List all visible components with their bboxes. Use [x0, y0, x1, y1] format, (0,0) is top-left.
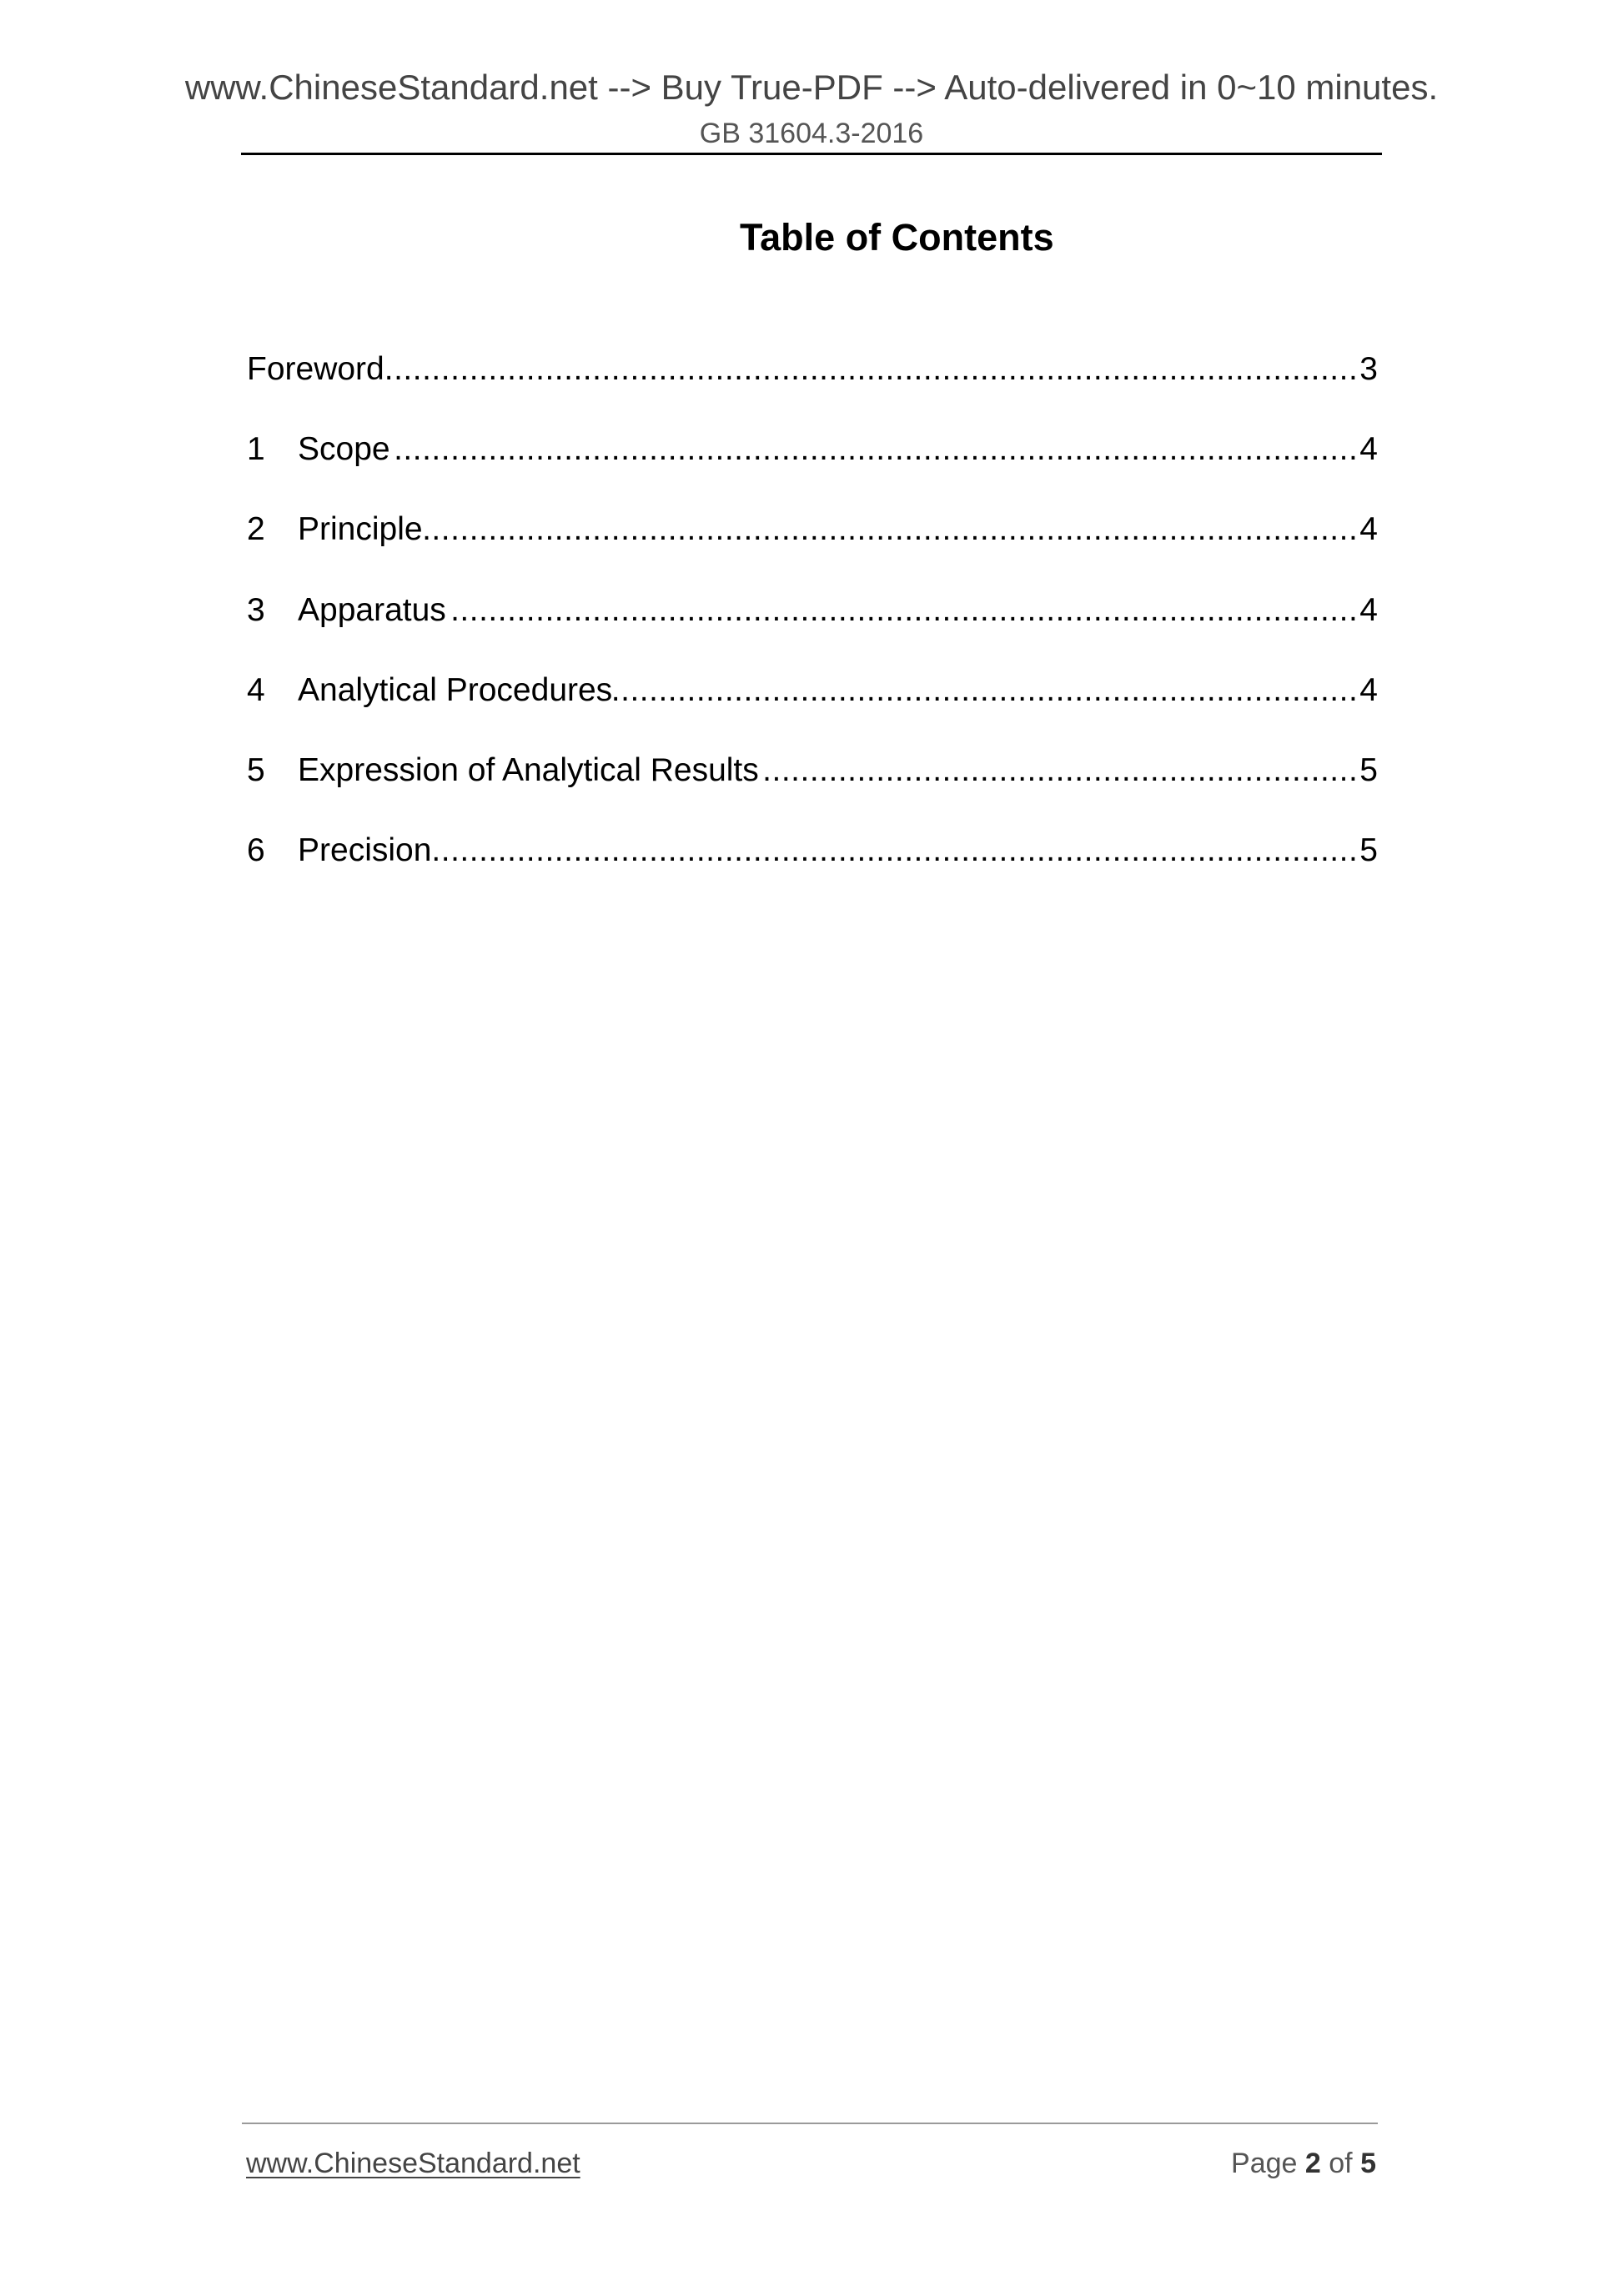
dot-leader [425, 510, 1359, 550]
toc-entry-number: 6 [247, 832, 265, 869]
header-divider [241, 153, 1382, 155]
toc-entry-page: 5 [1359, 832, 1378, 869]
toc-entry-foreword[interactable] [247, 349, 1378, 430]
toc-entry-number: 2 [247, 511, 265, 548]
toc-entry-label: Principle [298, 511, 423, 548]
toc-entry-label: Foreword [247, 351, 384, 387]
dot-leader [386, 349, 1359, 389]
toc-entry-label: Precision [298, 832, 432, 869]
toc-entry-label: Analytical Procedures [298, 671, 613, 708]
page-of: of [1329, 2148, 1353, 2179]
dot-leader [448, 590, 1359, 631]
dot-leader [392, 430, 1359, 470]
footer-website-link[interactable]: www.ChineseStandard.net [246, 2148, 580, 2179]
toc-list [247, 349, 1378, 911]
page-title: Table of Contents [740, 216, 1054, 259]
total-pages-number: 5 [1360, 2148, 1376, 2179]
toc-entry-analytical-procedures[interactable] [247, 671, 1378, 751]
toc-entry-scope[interactable] [247, 430, 1378, 510]
toc-entry-page: 3 [1359, 351, 1378, 387]
toc-entry-number: 1 [247, 431, 265, 468]
toc-entry-page: 4 [1359, 591, 1378, 628]
toc-entry-number: 4 [247, 671, 265, 708]
footer-divider [242, 2123, 1378, 2124]
toc-entry-label: Apparatus [298, 591, 446, 628]
toc-entry-page: 4 [1359, 511, 1378, 548]
header-banner: www.ChineseStandard.net --> Buy True-PDF --> Auto-delivered in 0~10 minutes. [184, 68, 1439, 107]
current-page-number: 2 [1304, 2148, 1321, 2179]
toc-entry-precision[interactable] [247, 831, 1378, 911]
dot-leader [761, 751, 1359, 791]
standard-code: GB 31604.3-2016 [699, 118, 924, 149]
toc-entry-principle[interactable] [247, 510, 1378, 590]
dot-leader [433, 831, 1358, 871]
toc-entry-page: 4 [1359, 671, 1378, 708]
dot-leader [614, 671, 1358, 711]
toc-entry-number: 3 [247, 591, 265, 628]
toc-entry-expression-of-results[interactable] [247, 751, 1378, 831]
toc-entry-label: Scope [298, 431, 390, 468]
toc-entry-number: 5 [247, 751, 265, 788]
toc-entry-page: 4 [1359, 431, 1378, 468]
toc-entry-apparatus[interactable] [247, 590, 1378, 671]
toc-entry-label: Expression of Analytical Results [298, 751, 759, 788]
page-prefix: Page [1231, 2148, 1298, 2179]
page-indicator [1231, 2147, 1376, 2180]
toc-entry-page: 5 [1359, 751, 1378, 788]
